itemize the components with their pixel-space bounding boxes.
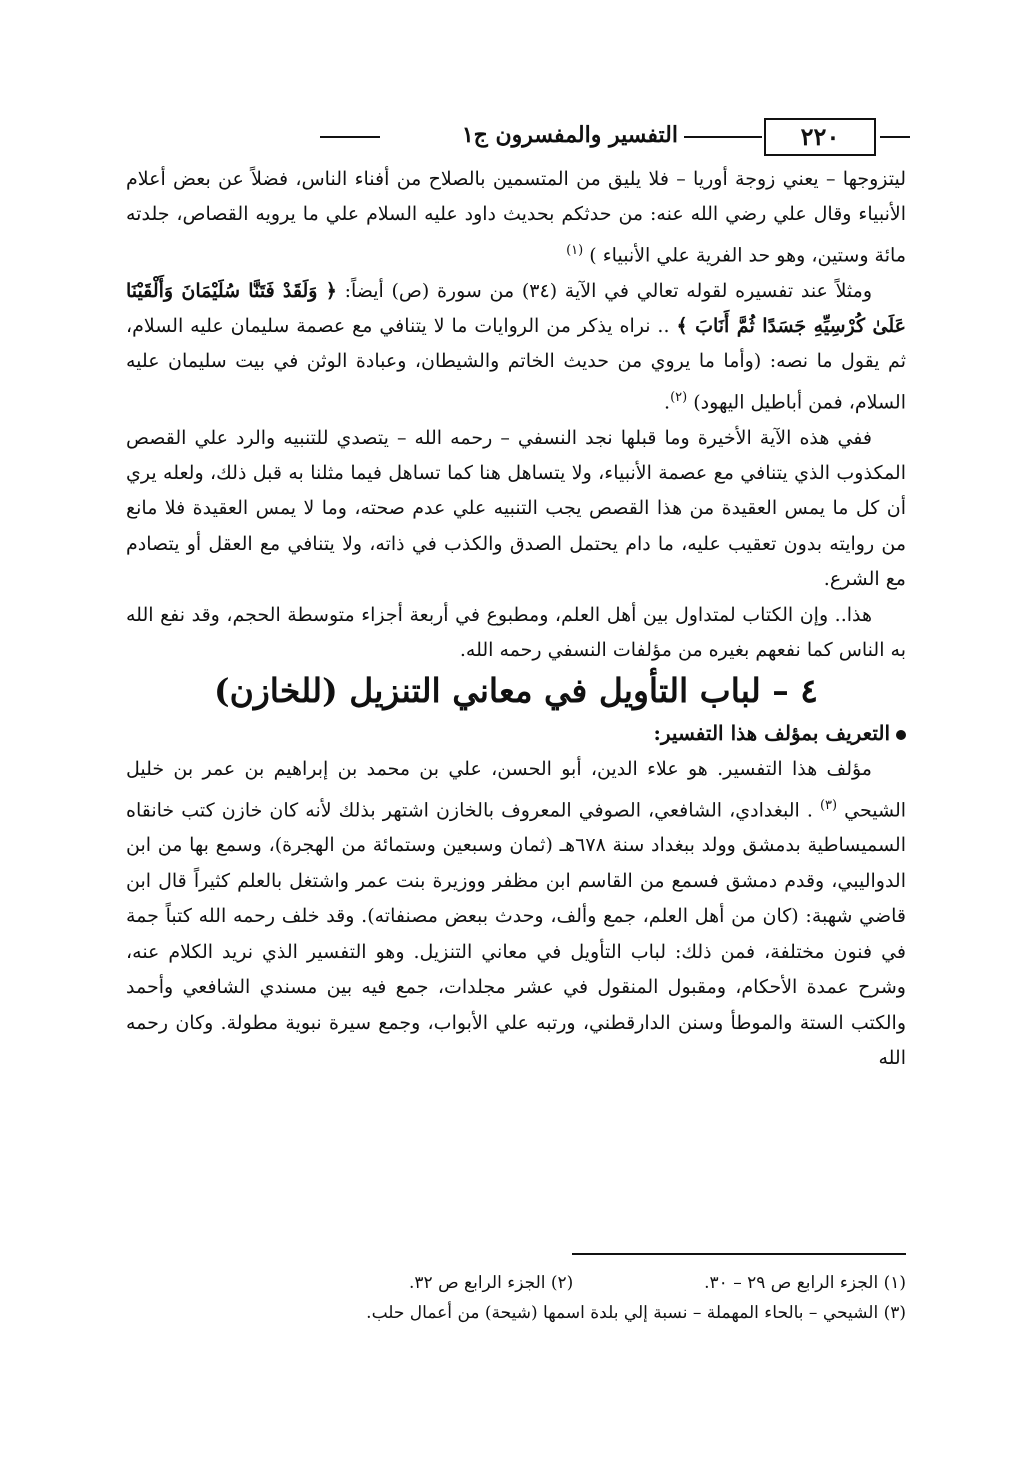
subheading-text: التعريف بمؤلف هذا التفسير: bbox=[653, 721, 890, 746]
page-header bbox=[122, 116, 910, 156]
header-rule bbox=[320, 136, 380, 138]
page-number: ٢٢٠ bbox=[764, 118, 876, 156]
footnote-2: (٢) الجزء الرابع ص ٣٢. bbox=[409, 1273, 574, 1293]
footnote-row bbox=[126, 1268, 906, 1298]
subheading bbox=[126, 714, 906, 752]
paragraph-text: . البغدادي، الشافعي، الصوفي المعروف بالخازن اشتهر بذلك لأنه كان خازن كتب خانقاه السميساطية بدمشق وولد ببغداد سنة ٦٧٨هـ (ثمان وسبعين وستمائة من الهجرة)، وسمع بها من ابن الدواليبي، وقدم دمشق فسمع من القاسم ابن مظفر ووزيرة بنت عمر واشتغل بالعلم كثيراً قال ابن قاضي شهبة: (كان من أهل العلم، جمع وألف، وحدث ببعض مصنفاته). وقد خلف رحمه الله كتباً جمة في فنون مختلفة، فمن ذلك: لباب التأويل في معاني التنزيل. وهو التفسير الذي نريد الكلام عنه، وشرح عمدة الأحكام، ومقبول المنقول في عشر مجلدات، جمع فيه بين مسندي الشافعي وأحمد والكتب الستة والموطأ وسنن الدارقطني، ورتبه علي الأبواب، وجمع سيرة نبوية مطولة. وكان رحمه الله bbox=[126, 799, 906, 1069]
bullet-icon bbox=[896, 730, 906, 740]
paragraph-text: ليتزوجها – يعني زوجة أوريا – فلا يليق من المتسمين بالصلاح من أفناء الناس، فضلاً عن بعض أعلام الأنبياء وقال علي رضي الله عنه: من حدثكم بحديث داود عليه السلام علي ما يرويه القصاص، جلدته مائة وستين، وهو حد الفرية علي الأنبياء ) bbox=[126, 168, 906, 267]
header-rule bbox=[880, 136, 910, 138]
footnote-ref: (٣) bbox=[819, 797, 838, 813]
quran-verse: ﴿ وَلَقَدْ فَتَنَّا سُلَيْمَانَ وَأَلْقَيْنَا عَلَىٰ كُرْسِيِّهِ جَسَدًا ثُمَّ أَنَابَ ﴾ bbox=[126, 279, 906, 337]
paragraph-text: ومثلاً عند تفسيره لقوله تعالي في الآية (٣٤) من سورة (ص) أيضاً: bbox=[336, 279, 873, 302]
footnotes bbox=[126, 1268, 906, 1328]
paragraph bbox=[126, 162, 906, 274]
paragraph: ففي هذه الآية الأخيرة وما قبلها نجد النسفي – رحمه الله – يتصدي للتنبيه والرد علي القصص المكذوب الذي يتنافي مع عصمة الأنبياء، ولا يتساهل هنا كما تساهل فيما مثلنا به قبل ذلك، ولعله يري أن كل ما يمس العقيدة من هذا القصص يجب التنبيه علي عدم صحته، وما لا يمس العقيدة فلا مانع من روايته بدون تعقيب عليه، ما دام يحتمل الصدق والكذب في ذاته، ولا يتنافي مع العقل أو يتصادم مع الشرع. bbox=[126, 426, 906, 591]
paragraph: هذا.. وإن الكتاب لمتداول بين أهل العلم، ومطبوع في أربعة أجزاء متوسطة الحجم، وقد نفع الله به الناس كما نفعهم بغيره من مؤلفات النسفي رحمه الله. bbox=[126, 603, 906, 661]
footnote-ref: (٢) bbox=[670, 389, 688, 405]
header-rule bbox=[684, 136, 762, 138]
footnote-ref: (١) bbox=[566, 242, 584, 258]
paragraph-text: مؤلف هذا التفسير. هو علاء الدين، أبو الحسن، علي بن محمد بن إبراهيم بن عمر بن خليل الشيحي bbox=[126, 758, 907, 822]
section-heading: ٤ – لباب التأويل في معاني التنزيل (للخازن) bbox=[213, 671, 819, 711]
footnote-row bbox=[126, 1298, 906, 1328]
main-text bbox=[126, 162, 906, 1076]
footnote-3: (٣) الشيحي – بالحاء المهملة – نسبة إلي بلدة اسمها (شيحة) من أعمال حلب. bbox=[366, 1303, 906, 1323]
footnote-1: (١) الجزء الرابع ص ٢٩ – ٣٠. bbox=[704, 1273, 906, 1293]
paragraph: ومثلاً عند تفسيره لقوله تعالي في الآية (٣٤) من سورة (ص) أيضاً: ﴿ وَلَقَدْ فَتَنَّا سُلَيْمَانَ وَأَلْقَيْنَا عَلَىٰ كُرْسِيِّهِ جَسَدًا ثُمَّ أَنَابَ ﴾ .. نراه يذكر من الروايات ما لا يتنافي مع عصمة سليمان عليه السلام، ثم يقول ما نصه: (وأما ما يروي من حديث الخاتم والشيطان، وعبادة الوثن في بيت سليمان عليه السلام، فمن أباطيل اليهود) $^{(٢)}$. bbox=[126, 279, 906, 414]
running-title: التفسير والمفسرون ج١ bbox=[461, 122, 678, 148]
paragraph bbox=[126, 752, 906, 1076]
footnote-rule bbox=[572, 1253, 906, 1255]
paragraph-text: .. نراه يذكر من الروايات ما لا يتنافي مع عصمة سليمان عليه السلام، ثم يقول ما نصه: (وأما ما يروي من حديث الخاتم والشيطان، وعبادة الوثن في بيت سليمان عليه السلام، فمن أباطيل اليهود) bbox=[126, 314, 906, 414]
